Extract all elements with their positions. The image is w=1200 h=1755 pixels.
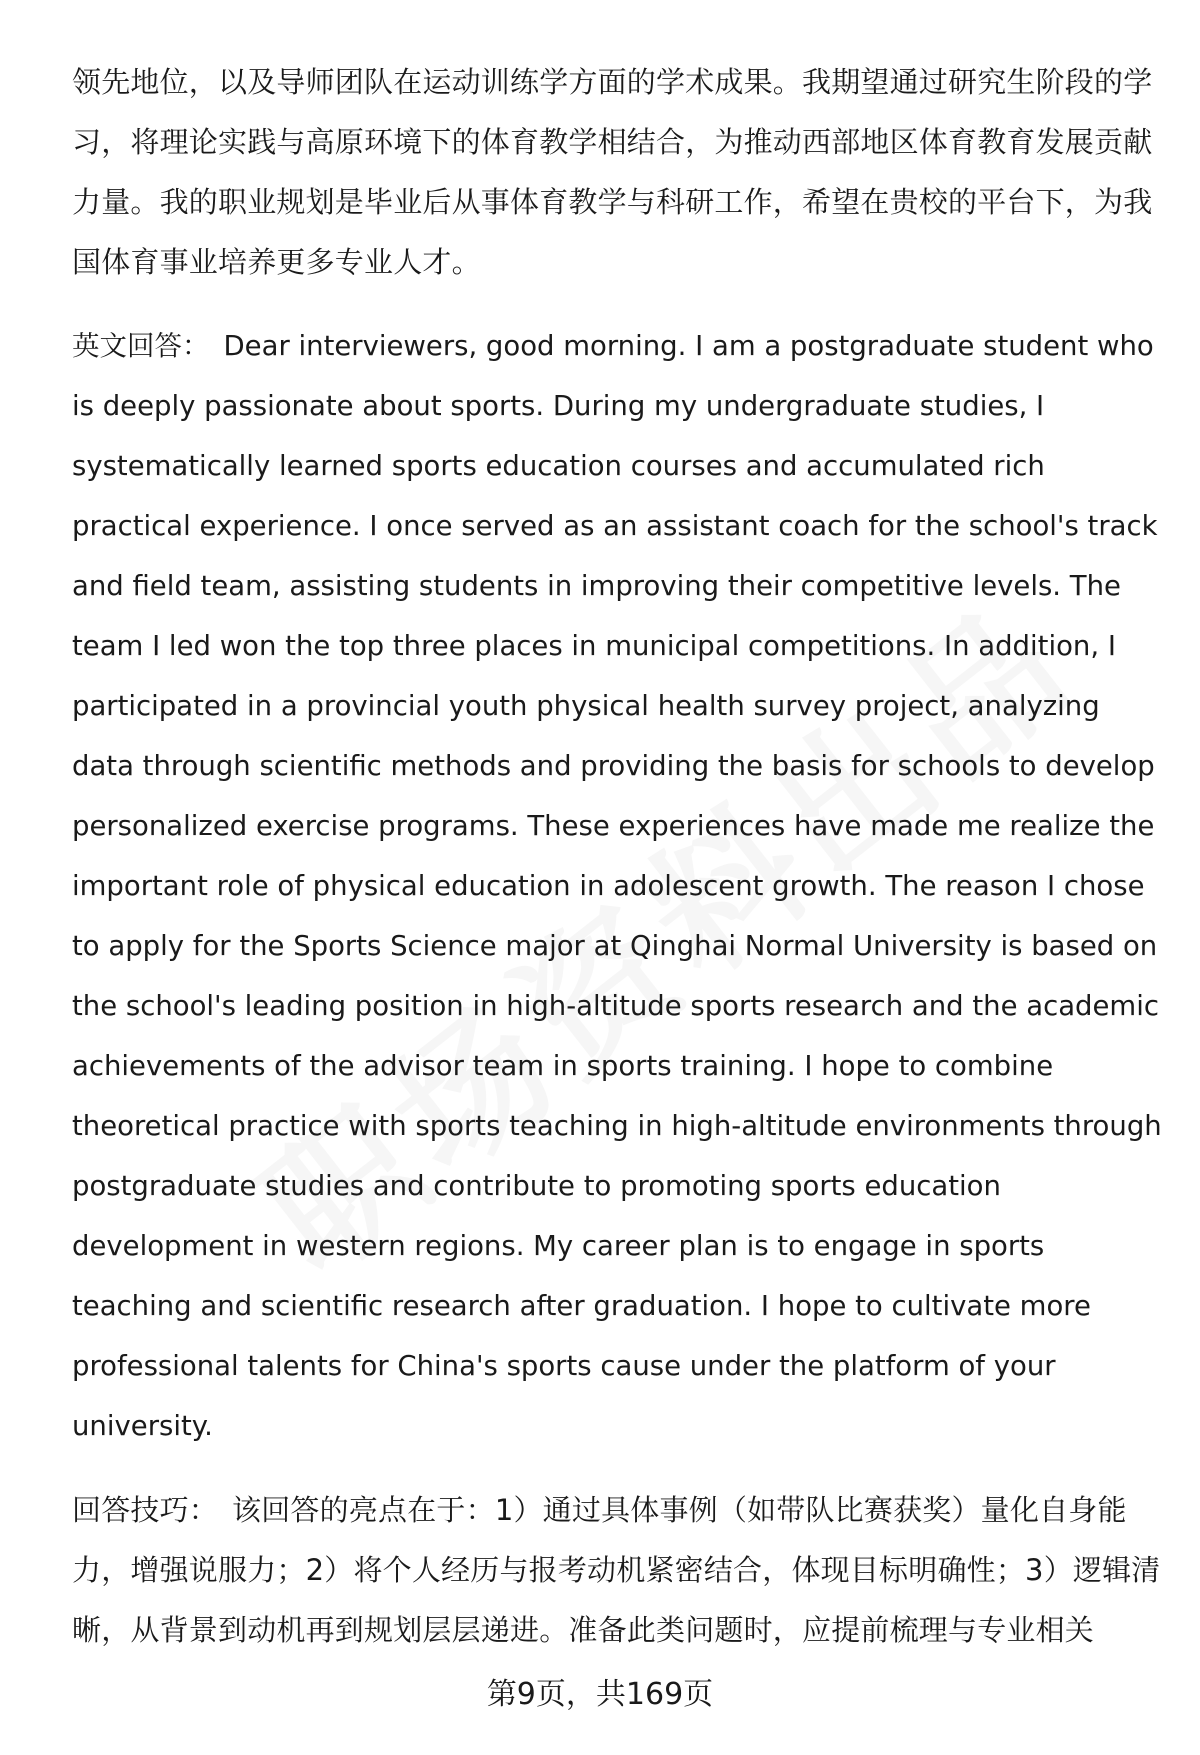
page-number: 第9页，共169页 bbox=[486, 1677, 714, 1712]
tips-label: 回答技巧： bbox=[72, 1493, 219, 1527]
tips-paragraph bbox=[72, 1480, 1164, 1660]
paragraph-continuation: 领先地位，以及导师团队在运动训练学方面的学术成果。我期望通过研究生阶段的学习，将理论实践与高原环境下的体育教学相结合，为推动西部地区体育教育发展贡献力量。我的职业规划是毕业后从事体育教学与科研工作，希望在贵校的平台下，为我国体育事业培养更多专业人才。 bbox=[72, 65, 1153, 279]
english-answer-label: 英文回答： bbox=[72, 330, 210, 362]
english-answer-paragraph bbox=[72, 316, 1164, 1456]
tips-text: 该回答的亮点在于：1）通过具体事例（如带队比赛获奖）量化自身能力，增强说服力；2）将个人经历与报考动机紧密结合，体现目标明确性；3）逻辑清晰，从背景到动机再到规划层层递进。准备此类问题时，应提前梳理与专业相关 bbox=[72, 1493, 1161, 1647]
document-body bbox=[72, 52, 1164, 1684]
english-answer-text: Dear interviewers, good morning. I am a postgraduate student who is deeply passionate about sports. During my undergraduate studies, I systematically learned sports education courses and accumulated rich practical experience. I once served as an assistant coach for the school's track and field team, assisting students in improving their competitive levels. The team I led won the top three places in municipal competitions. In addition, I participated in a provincial youth physical health survey project, analyzing data through scientific methods and providing the basis for schools to develop personalized exercise programs. These experiences have made me realize the important role of physical education in adolescent growth. The reason I chose to apply for the Sports Science major at Qinghai Normal University is based on the school's leading position in high-altitude sports research and the academic achievements of the advisor team in sports training. I hope to combine theoretical practice with sports teaching in high-altitude environments through postgraduate studies and contribute to promoting sports education development in western regions. My career plan is to engage in sports teaching and scientific research after graduation. I hope to cultivate more professional talents for China's sports cause under the platform of your university. bbox=[72, 330, 1162, 1442]
